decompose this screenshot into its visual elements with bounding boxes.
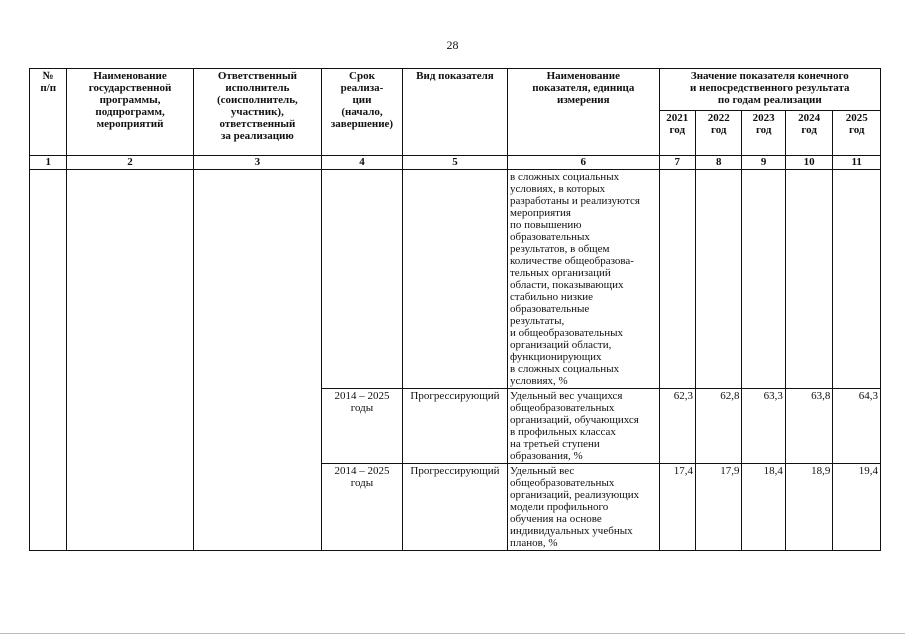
header-number: № п/п (30, 69, 67, 156)
column-number: 8 (695, 156, 741, 170)
cell-indicator-name: Удельный вес учащихся общеобразовательных организаций, обучающихся в профильных классах на третьей ступени образования, % (508, 389, 660, 464)
cell-value-2022: 62,8 (695, 389, 741, 464)
header-year-2022: 2022 год (695, 111, 741, 156)
cell-value-2023: 18,4 (742, 464, 785, 551)
header-indicator-type: Вид показателя (402, 69, 507, 156)
column-number: 11 (833, 156, 881, 170)
cell-value-2023: 63,3 (742, 389, 785, 464)
cell-value-2024 (785, 170, 833, 389)
column-number: 9 (742, 156, 785, 170)
cell-value-2024: 63,8 (785, 389, 833, 464)
column-number: 10 (785, 156, 833, 170)
column-number: 6 (508, 156, 660, 170)
cell-number (30, 170, 67, 551)
header-indicator-name: Наименование показателя, единица измерения (508, 69, 660, 156)
indicators-table (29, 68, 881, 551)
cell-period: 2014 – 2025 годы (322, 464, 403, 551)
column-number: 4 (322, 156, 403, 170)
cell-value-2022: 17,9 (695, 464, 741, 551)
cell-value-2025: 19,4 (833, 464, 881, 551)
header-year-2025: 2025 год (833, 111, 881, 156)
cell-period: 2014 – 2025 годы (322, 389, 403, 464)
header-year-2024: 2024 год (785, 111, 833, 156)
cell-value-2021: 17,4 (659, 464, 695, 551)
page-bottom-rule (0, 633, 905, 634)
cell-value-2025: 64,3 (833, 389, 881, 464)
cell-value-2023 (742, 170, 785, 389)
table-row (30, 170, 881, 389)
cell-period (322, 170, 403, 389)
cell-value-2021: 62,3 (659, 389, 695, 464)
page-number: 28 (446, 38, 459, 52)
header-values-group: Значение показателя конечного и непосредственного результата по годам реализации (659, 69, 880, 111)
cell-indicator-type: Прогрессирующий (402, 464, 507, 551)
cell-value-2022 (695, 170, 741, 389)
column-number: 7 (659, 156, 695, 170)
header-year-2021: 2021 год (659, 111, 695, 156)
column-number: 1 (30, 156, 67, 170)
header-year-2023: 2023 год (742, 111, 785, 156)
cell-indicator-name: в сложных социальных условиях, в которых разработаны и реализуются мероприятия по повышению образовательных результатов, в общем количестве общеобразова- тельных организаций области, показывающих стабильно низкие образовательные результаты, и общеобразовательных организаций области, функционирующих в сложных социальных условиях, % (508, 170, 660, 389)
cell-value-2025 (833, 170, 881, 389)
cell-executor (193, 170, 321, 551)
header-executor: Ответственный исполнитель (соисполнитель, участник), ответственный за реализацию (193, 69, 321, 156)
cell-indicator-name: Удельный вес общеобразовательных организаций, реализующих модели профильного обучения на основе индивидуальных учебных планов, % (508, 464, 660, 551)
column-number: 5 (402, 156, 507, 170)
column-number: 2 (67, 156, 193, 170)
cell-program-name (67, 170, 193, 551)
cell-value-2024: 18,9 (785, 464, 833, 551)
header-program-name: Наименование государственной программы, подпрограмм, мероприятий (67, 69, 193, 156)
cell-value-2021 (659, 170, 695, 389)
cell-indicator-type: Прогрессирующий (402, 389, 507, 464)
column-number: 3 (193, 156, 321, 170)
header-period: Срок реализа- ции (начало, завершение) (322, 69, 403, 156)
cell-indicator-type (402, 170, 507, 389)
